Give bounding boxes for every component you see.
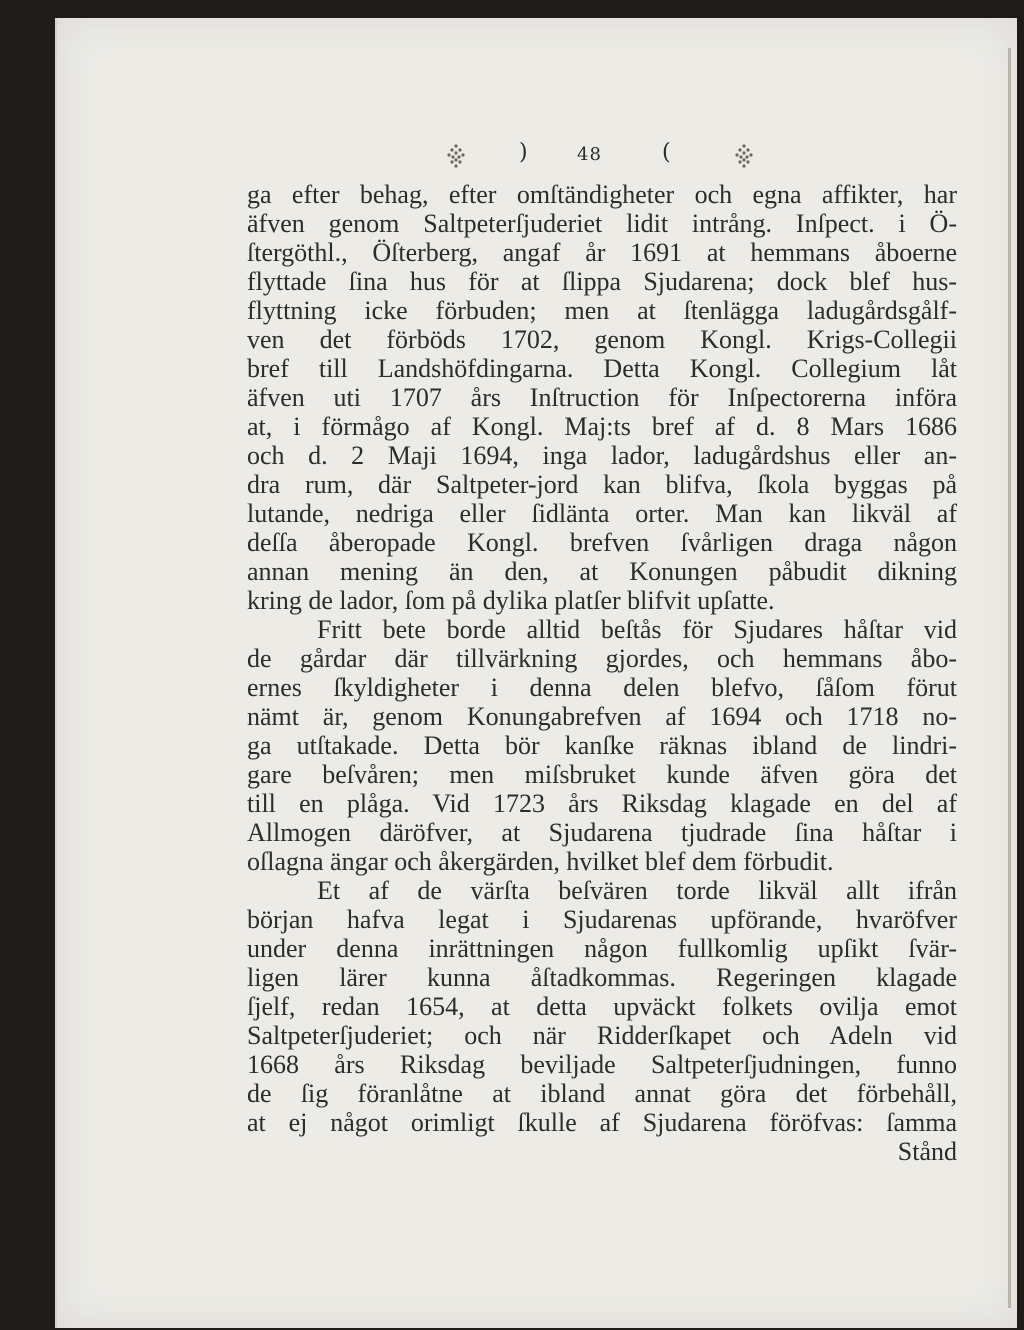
text-line: dra rum, där Saltpeter-jord kan blifva, ſkola byggas på	[247, 470, 957, 499]
text-line: och d. 2 Maji 1694, inga lador, ladugårdshus eller an-	[247, 441, 957, 470]
text-line: gare beſvåren; men miſsbruket kunde äfven göra det	[247, 760, 957, 789]
page-number: 48	[577, 144, 602, 165]
text-line: oſlagna ängar och åkergärden, hvilket blef dem förbudit.	[247, 847, 834, 876]
paragraph-1	[247, 180, 957, 615]
text-line: de ſig föranlåtne at ibland annat göra det förbehåll,	[247, 1079, 957, 1108]
header-paren-right: (	[662, 140, 671, 165]
text-line: början hafva legat i Sjudarenas upförande, hvaröfver	[247, 905, 957, 934]
text-line: ernes ſkyldigheter i denna delen blefvo, ſåſom förut	[247, 673, 957, 702]
body-text	[247, 180, 957, 1166]
text-line: ven det förböds 1702, genom Kongl. Krigs-Collegii	[247, 325, 957, 354]
paragraph-3	[247, 876, 957, 1137]
text-line: ſtergöthl., Öſterberg, angaf år 1691 at hemmans åboerne	[247, 238, 957, 267]
text-line: ga utſtakade. Detta bör kanſke räknas ibland de lindri-	[247, 731, 957, 760]
page-header	[57, 138, 1017, 178]
text-line: Et af de värſta beſvären torde likväl allt ifrån	[317, 876, 957, 905]
text-line: till en plåga. Vid 1723 års Riksdag klagade en del af	[247, 789, 957, 818]
text-line: Fritt bete borde alltid beſtås för Sjudares håſtar vid	[317, 615, 957, 644]
text-line: Saltpeterſjuderiet; och när Ridderſkapet och Adeln vid	[247, 1021, 957, 1050]
text-line: äfven uti 1707 års Inſtruction för Inſpectorerna införa	[247, 383, 957, 412]
text-line: deſſa åberopade Kongl. brefven ſvårligen draga någon	[247, 528, 957, 557]
ornament-right-icon	[733, 142, 755, 170]
text-line: nämt är, genom Konungabrefven af 1694 och 1718 no-	[247, 702, 957, 731]
text-line: ſjelf, redan 1654, at detta upväckt folkets ovilja emot	[247, 992, 957, 1021]
text-line: lutande, nedriga eller ſidlänta orter. Man kan likväl af	[247, 499, 957, 528]
book-page	[55, 18, 1017, 1328]
text-line: flyttning icke förbuden; men at ſtenlägga ladugårdsgålf-	[247, 296, 957, 325]
text-line: Allmogen däröfver, at Sjudarena tjudrade ſina håſtar i	[247, 818, 957, 847]
text-line: annan mening än den, at Konungen påbudit dikning	[247, 557, 957, 586]
text-line: bref till Landshöfdingarna. Detta Kongl. Collegium låt	[247, 354, 957, 383]
text-line: äfven genom Saltpeterſjuderiet lidit intrång. Inſpect. i Ö-	[247, 209, 957, 238]
text-line: at, i förmågo af Kongl. Maj:ts bref af d. 8 Mars 1686	[247, 412, 957, 441]
text-line: ligen lärer kunna åſtadkommas. Regeringen klagade	[247, 963, 957, 992]
text-line: flyttade ſina hus för at ſlippa Sjudarena; dock blef hus-	[247, 267, 957, 296]
text-line: under denna inrättningen någon fullkomlig upſikt ſvär-	[247, 934, 957, 963]
ornament-left-icon	[445, 142, 467, 170]
text-line: 1668 års Riksdag beviljade Saltpeterſjudningen, funno	[247, 1050, 957, 1079]
text-line: kring de lador, ſom på dylika platſer blifvit upſatte.	[247, 586, 775, 615]
catchword: Stånd	[897, 1137, 957, 1166]
paragraph-2	[247, 615, 957, 876]
text-line: ga efter behag, efter omſtändigheter och egna affikter, har	[247, 180, 957, 209]
text-line: at ej något orimligt ſkulle af Sjudarena föröfvas: ſamma	[247, 1108, 957, 1137]
page-edge	[1008, 48, 1011, 1308]
header-paren-left: )	[519, 140, 528, 165]
text-line: de gårdar där tillvärkning gjordes, och hemmans åbo-	[247, 644, 957, 673]
